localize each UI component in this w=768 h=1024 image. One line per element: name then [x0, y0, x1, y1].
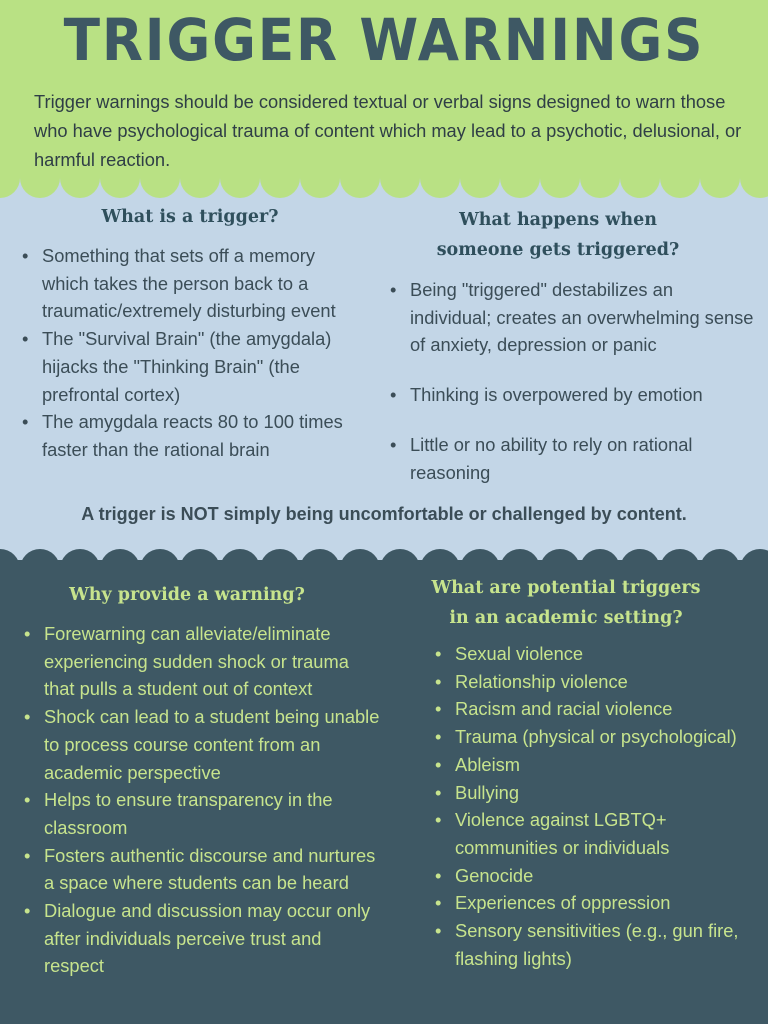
list-item: • Fosters authentic discourse and nurtures a space where students can be heard: [22, 842, 384, 897]
what-happens-list: [388, 276, 758, 486]
list-item: • Sexual violence: [433, 640, 753, 668]
intro-paragraph: Trigger warnings should be considered textual or verbal signs designed to warn those who have psychological trauma of content which may lead to a psychotic, delusional, or harmful reaction.: [34, 91, 742, 170]
key-statement: A trigger is NOT simply being uncomfortable or challenged by content.: [81, 504, 687, 524]
what-is-trigger-heading: What is a trigger?: [101, 207, 279, 227]
list-item: • Experiences of oppression: [433, 889, 753, 917]
what-happens-heading: [400, 205, 716, 265]
scallop-wave: [0, 549, 768, 569]
list-item: • Something that sets off a memory which takes the person back to a traumatic/extremely disturbing event: [20, 242, 360, 325]
scallop-divider-top: [0, 178, 768, 204]
list-item: • Sensory sensitivities (e.g., gun fire, flashing lights): [433, 917, 753, 972]
list-item: • Bullying: [433, 779, 753, 807]
potential-triggers-list: [433, 640, 753, 972]
what-is-trigger-list: [20, 242, 360, 464]
list-item: • Helps to ensure transparency in the classroom: [22, 786, 384, 841]
potential-triggers-heading: [404, 573, 728, 633]
list-item: • Thinking is overpowered by emotion: [388, 381, 758, 409]
scallop-wave: [0, 178, 768, 198]
list-item: • Ableism: [433, 751, 753, 779]
heading-line: What are potential triggers: [431, 578, 701, 598]
list-item: • Relationship violence: [433, 668, 753, 696]
list-item: • Genocide: [433, 862, 753, 890]
list-item: • Trauma (physical or psychological): [433, 723, 753, 751]
list-item: • The amygdala reacts 80 to 100 times faster than the rational brain: [20, 408, 360, 463]
heading-line: in an academic setting?: [449, 608, 683, 628]
list-item: • Racism and racial violence: [433, 695, 753, 723]
scallop-divider-bottom: [0, 545, 768, 569]
list-item: • Shock can lead to a student being unable to process course content from an academic perspective: [22, 703, 384, 786]
list-item: • Forewarning can alleviate/eliminate experiencing sudden shock or trauma that pulls a student out of context: [22, 620, 384, 703]
why-warning-heading: Why provide a warning?: [69, 585, 305, 605]
list-item: • Dialogue and discussion may occur only after individuals perceive trust and respect: [22, 897, 384, 980]
list-item: • The "Survival Brain" (the amygdala) hijacks the "Thinking Brain" (the prefrontal cortex): [20, 325, 360, 408]
list-item: • Little or no ability to rely on rational reasoning: [388, 431, 758, 486]
why-warning-list: [22, 620, 384, 980]
heading-line: someone gets triggered?: [436, 240, 680, 260]
list-item: • Violence against LGBTQ+ communities or individuals: [433, 806, 753, 861]
heading-line: What happens when: [459, 210, 657, 230]
page-title: TRIGGER WARNINGS: [63, 6, 705, 74]
list-item: • Being "triggered" destabilizes an individual; creates an overwhelming sense of anxiety, depression or panic: [388, 276, 758, 359]
